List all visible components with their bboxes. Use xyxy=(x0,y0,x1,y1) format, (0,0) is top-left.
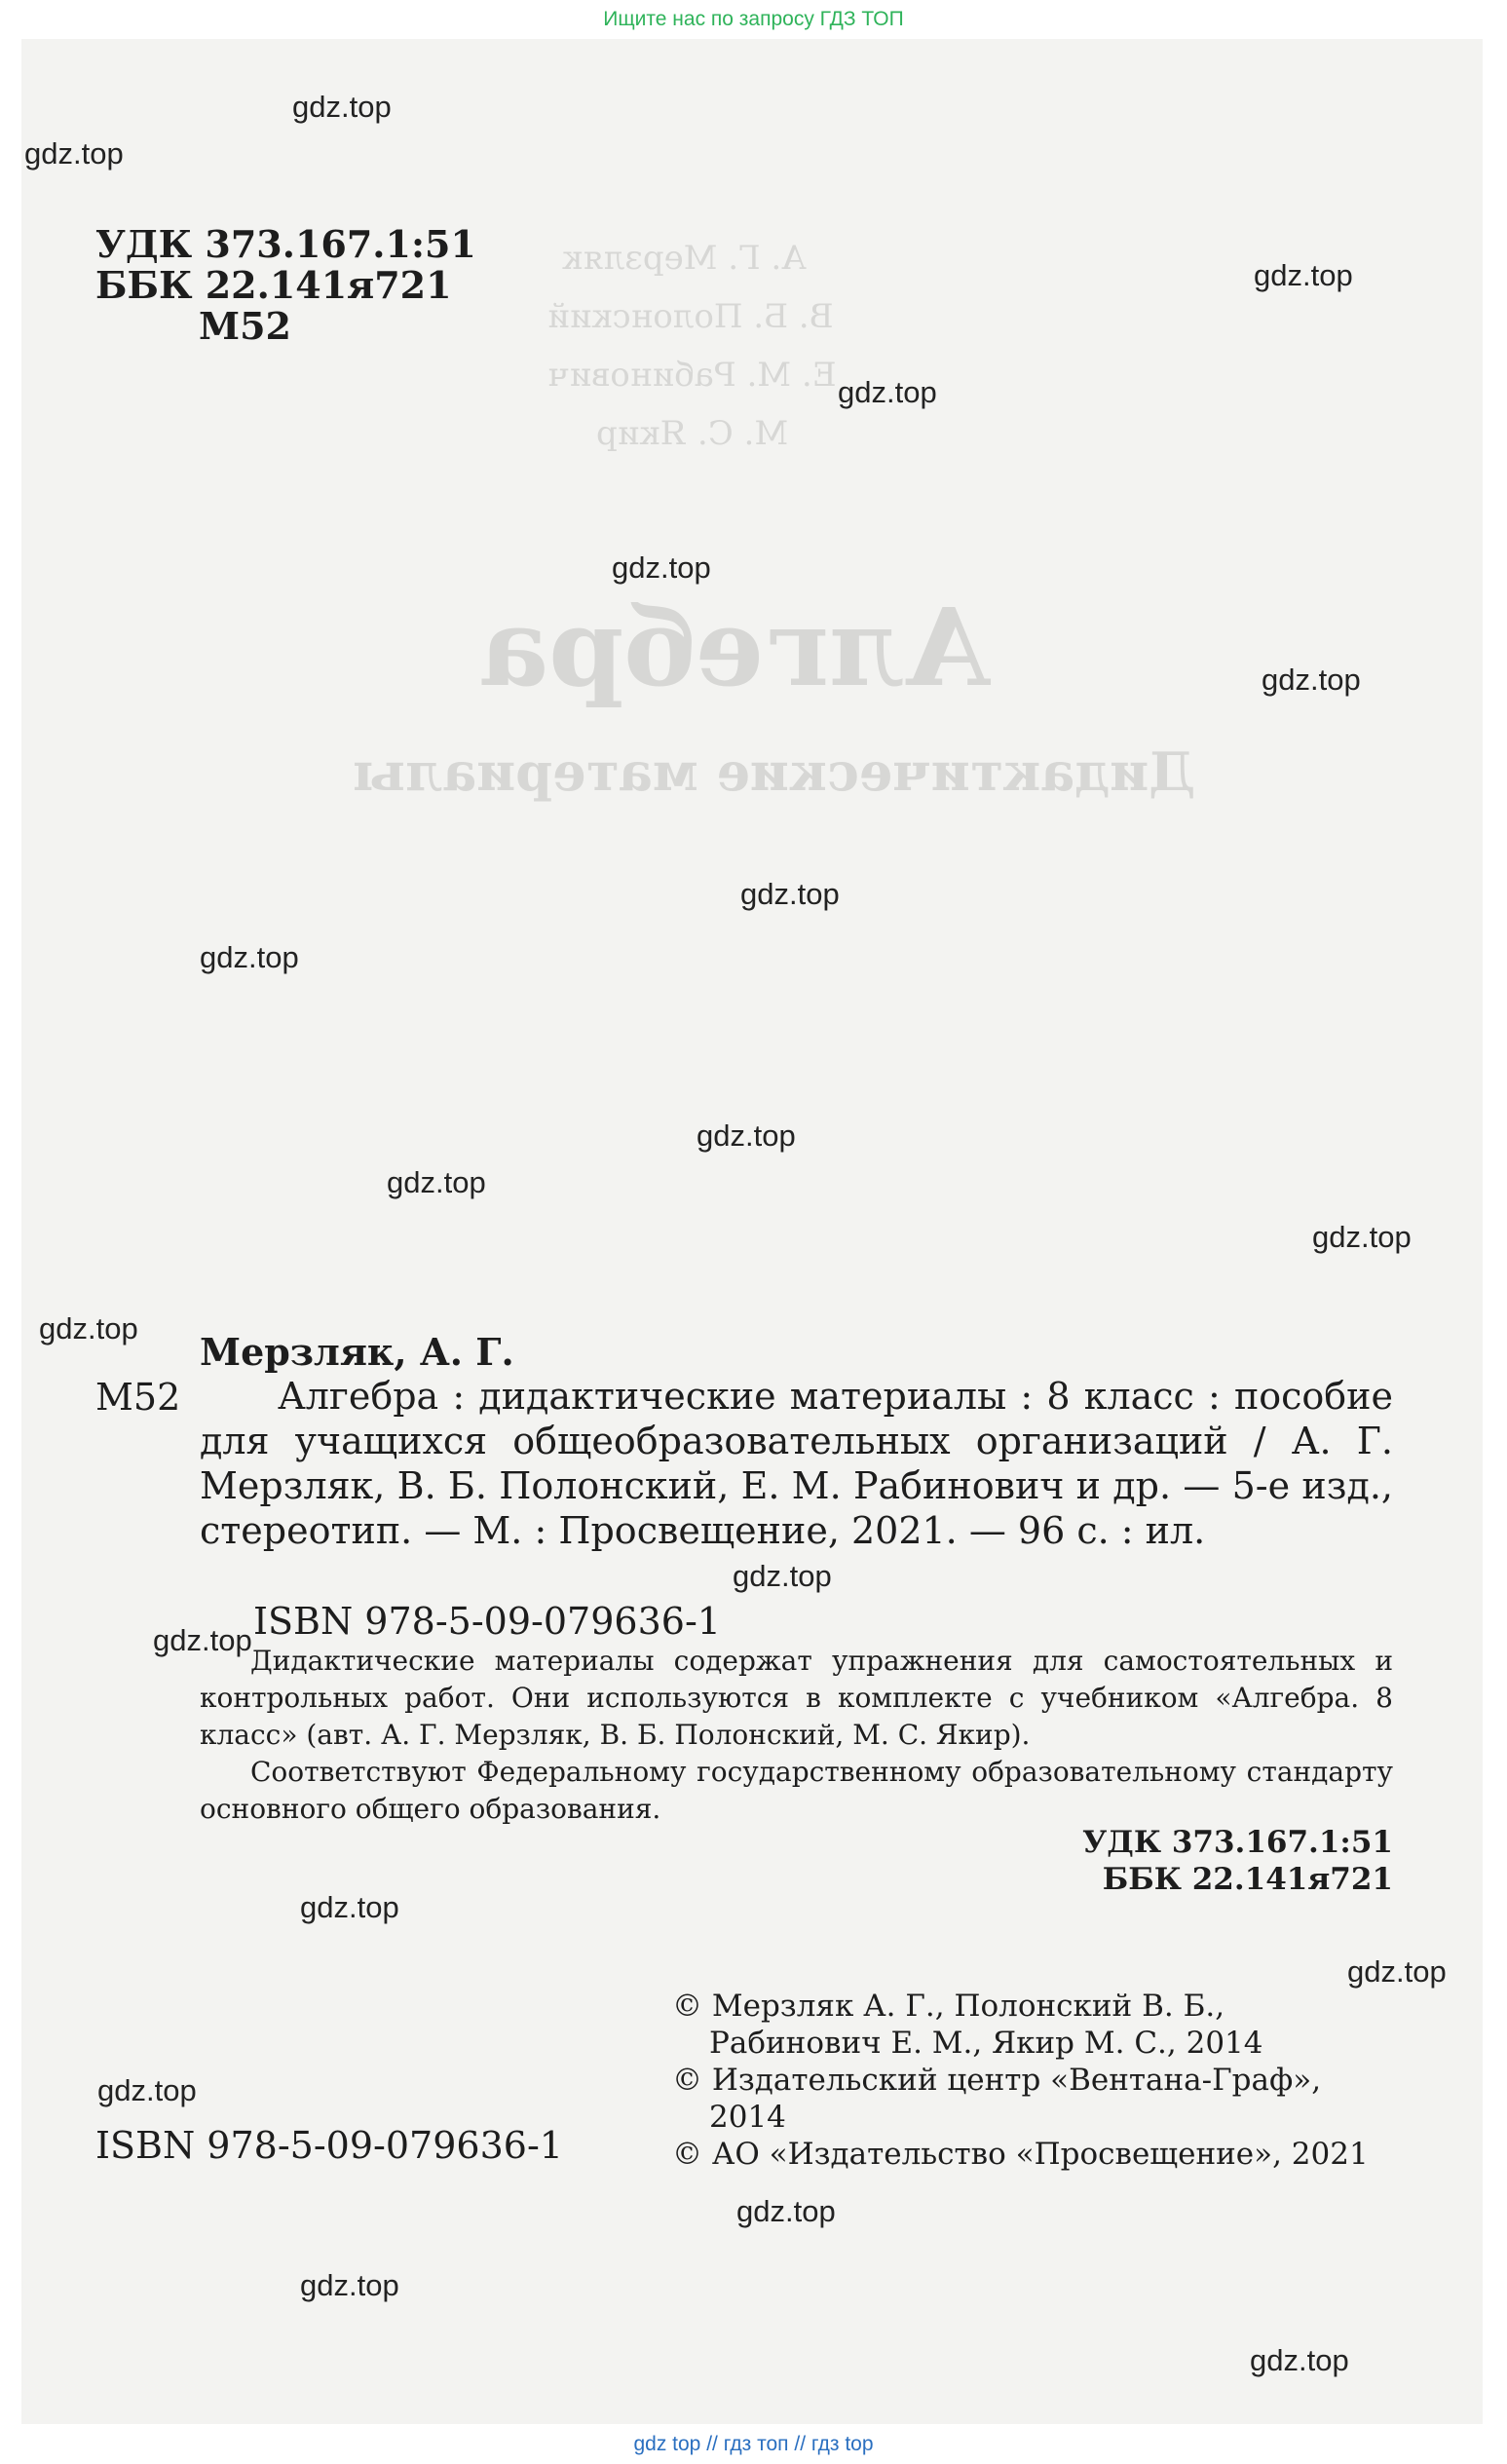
record-author: Мерзляк, А. Г. xyxy=(200,1330,514,1374)
isbn-bottom: ISBN 978-5-09-079636-1 xyxy=(95,2124,563,2167)
record-bbk: ББК 22.141я721 xyxy=(1102,1862,1393,1897)
udk-code: УДК 373.167.1:51 xyxy=(95,222,476,266)
copyright-block xyxy=(672,1988,1413,2173)
ghost-authors-4: М. С. Якир xyxy=(596,414,789,453)
watermark: gdz.top xyxy=(1262,663,1361,697)
record-author-mark: М52 xyxy=(95,1376,181,1419)
watermark: gdz.top xyxy=(1347,1954,1447,1989)
watermark: gdz.top xyxy=(1254,258,1353,292)
watermark: gdz.top xyxy=(387,1165,486,1199)
copyright-line-1: © Мерзляк А. Г., Полонский В. Б., xyxy=(672,1989,1225,2024)
watermark: gdz.top xyxy=(733,1559,832,1593)
watermark: gdz.top xyxy=(24,136,124,171)
footer-links[interactable]: gdz top // гдз топ // гдз top xyxy=(0,2424,1507,2464)
top-banner[interactable]: Ищите нас по запросу ГДЗ ТОП xyxy=(603,8,904,30)
ghost-authors-3: Е. М. Рабинович xyxy=(547,356,837,395)
ghost-title: Алгебра xyxy=(479,585,993,710)
watermark: gdz.top xyxy=(612,550,711,585)
watermark: gdz.top xyxy=(97,2073,197,2107)
abstract-paragraph-2: Соответствуют Федеральному государственному образовательному стандарту основного общего образования. xyxy=(200,1756,1393,1825)
watermark: gdz.top xyxy=(736,2194,836,2228)
watermark: gdz.top xyxy=(200,940,299,974)
watermark: gdz.top xyxy=(838,375,937,409)
watermark: gdz.top xyxy=(153,1623,252,1657)
watermark: gdz.top xyxy=(300,1890,399,1924)
record-isbn: ISBN 978-5-09-079636-1 xyxy=(253,1600,721,1643)
ghost-authors-1: А. Г. Мерзляк xyxy=(562,239,808,278)
watermark: gdz.top xyxy=(740,877,840,911)
ghost-authors-2: В. Б. Полонский xyxy=(547,297,834,336)
abstract xyxy=(200,1643,1393,1828)
copyright-line-2: Рабинович Е. М., Якир М. С., 2014 xyxy=(709,2026,1263,2061)
copyright-line-3: © Издательский центр «Вентана-Граф», xyxy=(672,2063,1322,2098)
watermark: gdz.top xyxy=(697,1118,796,1153)
bbk-code: ББК 22.141я721 xyxy=(95,263,452,307)
watermark: gdz.top xyxy=(1250,2343,1349,2377)
abstract-paragraph-1: Дидактические материалы содержат упражнения для самостоятельных и контрольных работ. Они используются в комплекте с учебником «Алгебра. 8 класс» (авт. А. Г. Мерзляк, В. Б. Полонский, М. С. Якир). xyxy=(200,1645,1393,1751)
description-text: Алгебра : дидактические материалы : 8 класс : пособие для учащихся общеобразовательных организаций / А. Г. Мерзляк, В. Б. Полонский, Е. М. Рабинович и др. — 5-е изд., стереотип. — М. : Просвещение, 2021. — 96 с. : ил. xyxy=(200,1375,1393,1552)
watermark: gdz.top xyxy=(292,90,392,124)
author-mark: М52 xyxy=(199,304,291,348)
catalog-codes xyxy=(95,224,476,347)
watermark: gdz.top xyxy=(1312,1220,1412,1254)
ghost-subtitle: Дидактические материалы xyxy=(353,740,1196,803)
record-codes xyxy=(974,1824,1393,1898)
bibliographic-description xyxy=(200,1374,1393,1553)
copyright-line-5: © АО «Издательство «Просвещение», 2021 xyxy=(672,2137,1369,2172)
copyright-line-4: 2014 xyxy=(709,2100,786,2135)
watermark: gdz.top xyxy=(39,1311,138,1346)
watermark: gdz.top xyxy=(300,2268,399,2302)
record-udk: УДК 373.167.1:51 xyxy=(1082,1825,1393,1860)
